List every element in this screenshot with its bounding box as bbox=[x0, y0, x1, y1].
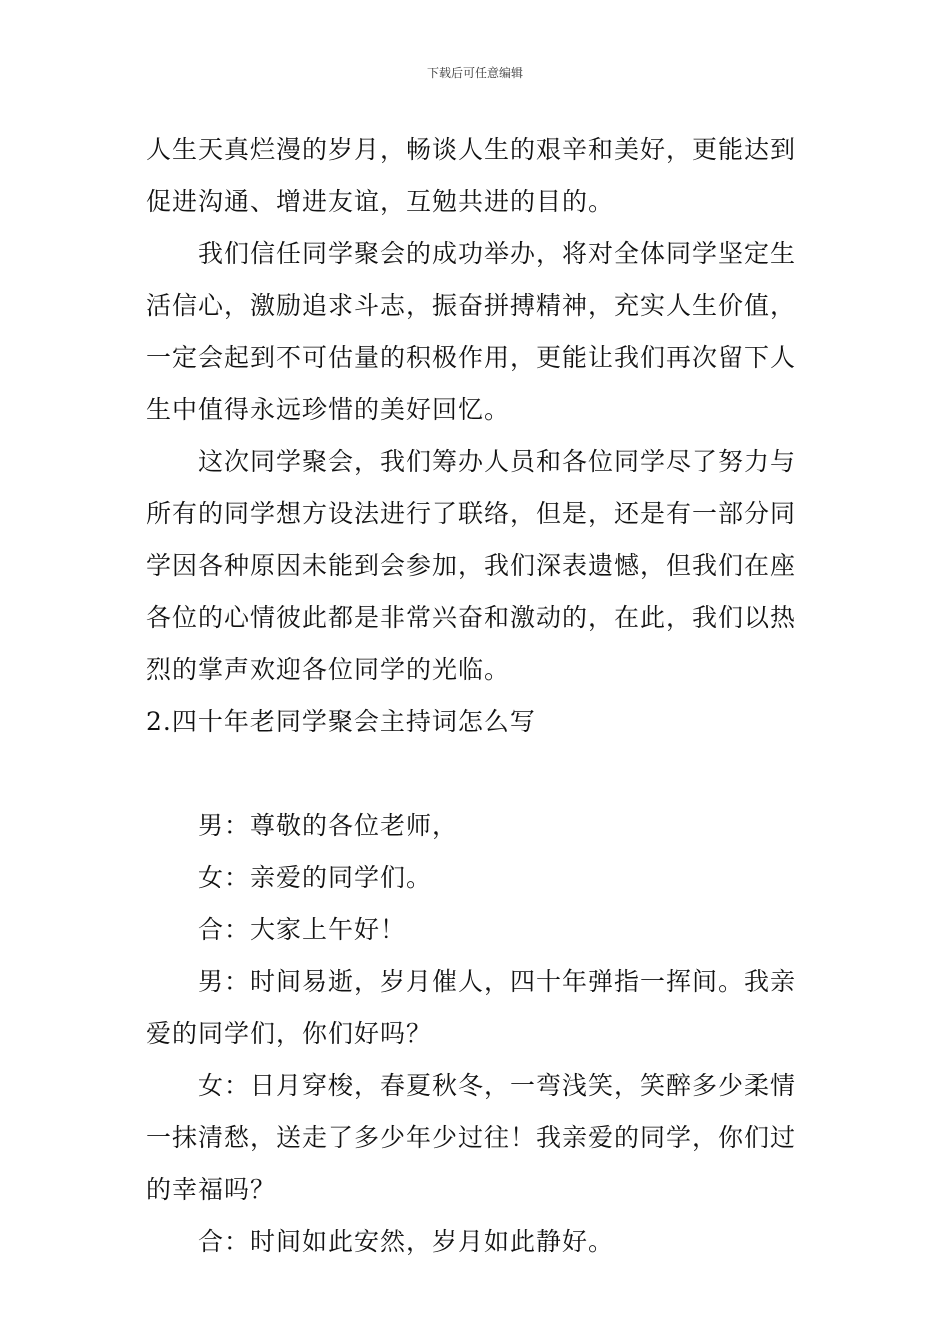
dialogue-line: 合：时间如此安然，岁月如此静好。 bbox=[198, 1227, 615, 1256]
document-body bbox=[146, 124, 810, 1268]
dialogue-line: 男：尊敬的各位老师， bbox=[198, 811, 459, 840]
paragraph-line: 促进沟通、增进友谊，互勉共进的目的。 bbox=[146, 187, 615, 216]
paragraph-line: 各位的心情彼此都是非常兴奋和激动的，在此，我们以热 bbox=[146, 603, 797, 632]
paragraph-line: 一定会起到不可估量的积极作用，更能让我们再次留下人 bbox=[146, 343, 797, 372]
paragraph-line: 生中值得永远珍惜的美好回忆。 bbox=[146, 395, 511, 424]
paragraph-line: 所有的同学想方设法进行了联络，但是，还是有一部分同 bbox=[146, 499, 797, 528]
paragraph-line: 人生天真烂漫的岁月，畅谈人生的艰辛和美好，更能达到 bbox=[146, 135, 797, 164]
dialogue-line: 合：大家上午好！ bbox=[198, 915, 407, 944]
section-heading: 2.四十年老同学聚会主持词怎么写 bbox=[146, 707, 536, 736]
dialogue-line: 爱的同学们，你们好吗？ bbox=[146, 1019, 433, 1048]
blank-line bbox=[146, 748, 810, 800]
dialogue-line: 女：日月穿梭，春夏秋冬，一弯浅笑，笑醉多少柔情 bbox=[198, 1071, 797, 1100]
dialogue-line: 一抹清愁，送走了多少年少过往！我亲爱的同学，你们过 bbox=[146, 1123, 797, 1152]
dialogue-line: 的幸福吗？ bbox=[146, 1175, 277, 1204]
page-header: 下载后可任意编辑 bbox=[426, 66, 523, 80]
dialogue-line: 男：时间易逝，岁月催人，四十年弹指一挥间。我亲 bbox=[198, 967, 797, 996]
paragraph-line: 学因各种原因未能到会参加，我们深表遗憾，但我们在座 bbox=[146, 551, 797, 580]
paragraph-line: 我们信任同学聚会的成功举办，将对全体同学坚定生 bbox=[198, 239, 797, 268]
paragraph-line: 活信心，激励追求斗志，振奋拼搏精神，充实人生价值， bbox=[146, 291, 797, 320]
dialogue-line: 女：亲爱的同学们。 bbox=[198, 863, 433, 892]
paragraph-line: 这次同学聚会，我们筹办人员和各位同学尽了努力与 bbox=[198, 447, 797, 476]
paragraph-line: 烈的掌声欢迎各位同学的光临。 bbox=[146, 655, 511, 684]
